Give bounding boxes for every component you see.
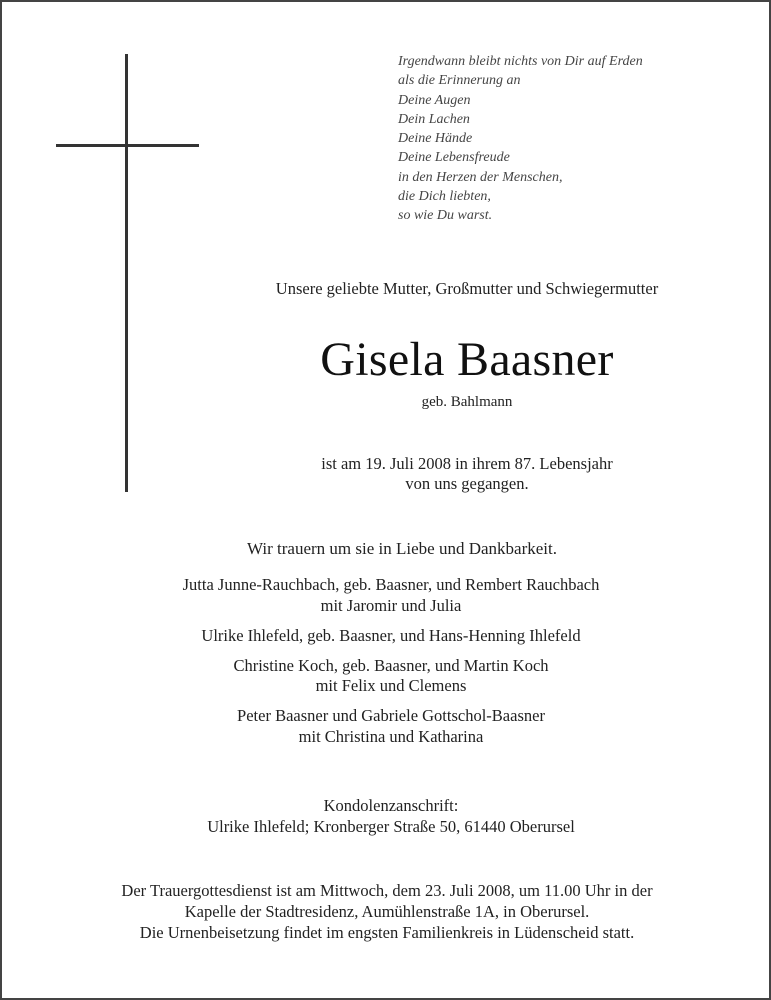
deceased-name: Gisela Baasner [320, 333, 614, 386]
intro-line: Unsere geliebte Mutter, Großmutter und Schwiegermutter [275, 279, 659, 298]
poem-line: Deine Lebensfreude [398, 150, 510, 166]
family-line: Ulrike Ihlefeld, geb. Baasner, und Hans-Henning Ihlefeld [201, 625, 581, 645]
poem-line: die Dich liebten, [398, 189, 491, 205]
cross-horizontal-bar [56, 144, 199, 147]
family-line: mit Christina und Katharina [298, 726, 484, 746]
condolence-address [102, 795, 680, 837]
poem-line: Deine Hände [398, 131, 473, 147]
family-line: mit Felix und Clemens [315, 676, 467, 695]
family-group [102, 656, 680, 697]
mourning-line: Wir trauern um sie in Liebe und Dankbarkeit. [247, 539, 557, 558]
service-line: Die Urnenbeisetzung findet im engsten Familienkreis in Lüdenscheid statt. [139, 923, 635, 942]
family-list [102, 575, 680, 757]
condolence-label: Kondolenzanschrift: [323, 796, 459, 815]
condolence-address-line: Ulrike Ihlefeld; Kronberger Straße 50, 61440 Oberursel [207, 817, 575, 836]
poem-line: Dein Lachen [398, 111, 470, 127]
poem-line: als die Erinnerung an [398, 73, 521, 89]
family-line: Peter Baasner und Gabriele Gottschol-Baasner [237, 706, 545, 725]
family-line: Christine Koch, geb. Baasner, und Martin Koch [233, 655, 549, 675]
death-notice-line: von uns gegangen. [405, 474, 529, 493]
poem-line: so wie Du warst. [398, 208, 493, 224]
family-line: mit Jaromir und Julia [320, 595, 462, 615]
cross-vertical-bar [125, 54, 128, 492]
death-notice-line: ist am 19. Juli 2008 in ihrem 87. Lebensjahr [321, 454, 613, 473]
poem [398, 52, 758, 226]
family-group [102, 706, 680, 747]
death-notice [252, 454, 682, 494]
service-info [12, 880, 762, 943]
family-line: Jutta Junne-Rauchbach, geb. Baasner, und Rembert Rauchbach [182, 575, 600, 594]
family-group [102, 575, 680, 616]
family-group [102, 626, 680, 647]
poem-line: Irgendwann bleibt nichts von Dir auf Erden [398, 54, 643, 69]
service-line: Der Trauergottesdienst ist am Mittwoch, dem 23. Juli 2008, um 11.00 Uhr in der [121, 881, 653, 900]
poem-line: in den Herzen der Menschen, [398, 169, 563, 185]
poem-line: Deine Augen [398, 92, 471, 108]
maiden-name: geb. Bahlmann [421, 394, 513, 410]
service-line: Kapelle der Stadtresidenz, Aumühlenstraße 1A, in Oberursel. [184, 902, 590, 921]
